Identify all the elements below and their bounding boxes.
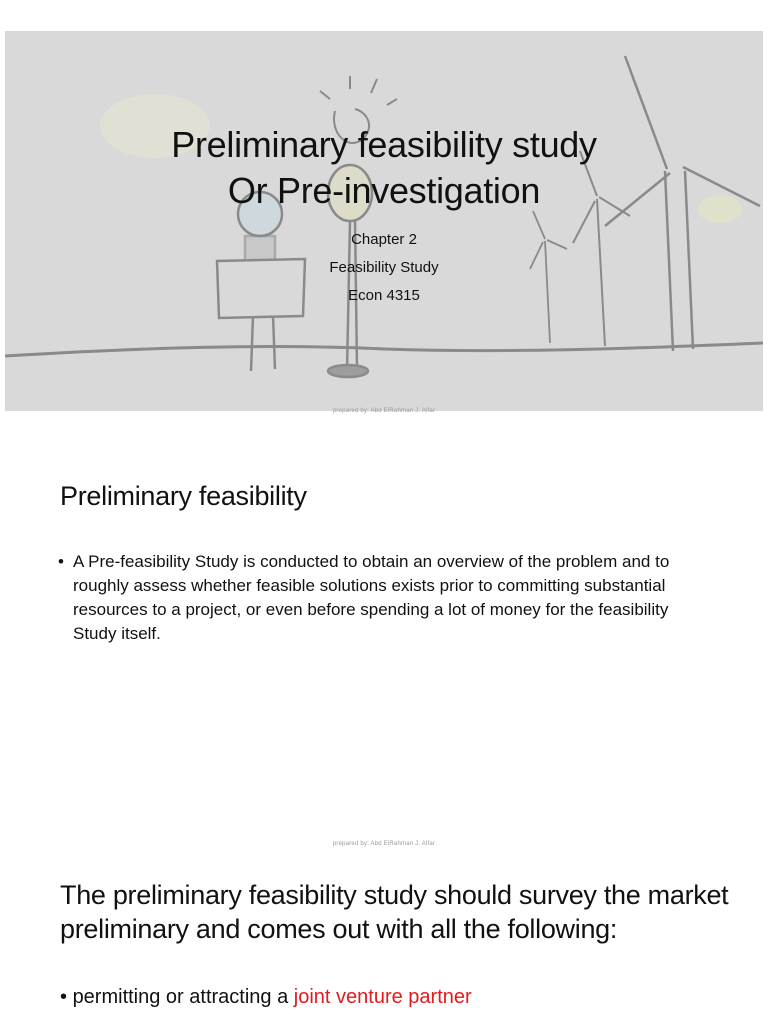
slide3-bullet-1-text: permitting or attracting a (72, 986, 294, 1008)
slide2-footer: prepared by: Abd ElRahman J. Alfar (332, 841, 436, 847)
slide2-bullet-text: A Pre-feasibility Study is conducted to obtain an overview of the problem and to roughly assess whether feasible solutions exists prior to committing substantial resources to a project, or even before spending a lot of money for the feasibility Study itself. (73, 552, 670, 643)
slide1-footer: prepared by: Abd ElRahman J. Alfar (332, 408, 436, 414)
slide-title-line-1: Preliminary feasibility study (171, 124, 597, 165)
title-slide (5, 31, 763, 411)
slide3-bullet-1-highlight: joint venture partner (293, 986, 472, 1008)
bullet-dot: • (58, 552, 64, 571)
bullet-dot: • (60, 986, 73, 1008)
slide-title-line-2: Or Pre-investigation (227, 170, 541, 211)
slide3-bullet-1 (60, 984, 472, 1010)
slide3-title: The preliminary feasibility study should survey the market preliminary and comes out with all the following: (60, 880, 729, 944)
slide2-bullet (58, 550, 708, 646)
subtitle-course: Econ 4315 (348, 287, 420, 304)
subtitle-chapter: Chapter 2 (351, 231, 417, 248)
slide2-title: Preliminary feasibility (60, 481, 307, 511)
subtitle-topic: Feasibility Study (329, 259, 439, 276)
wind-turbine-illustration (5, 31, 763, 411)
